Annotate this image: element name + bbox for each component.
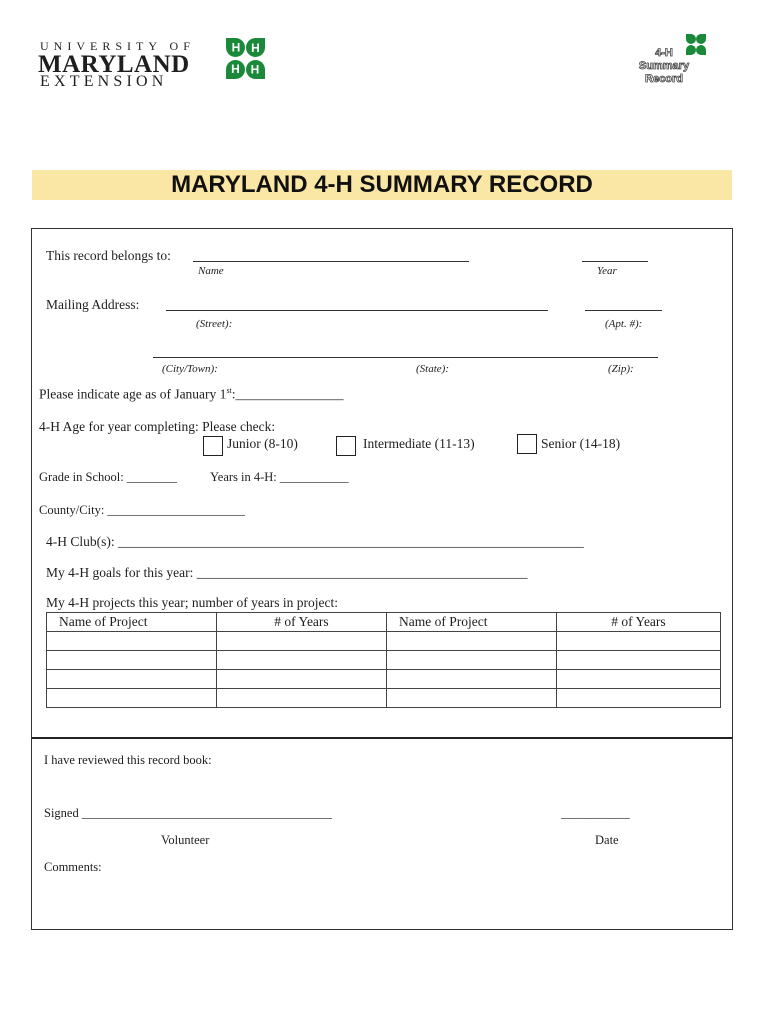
header-years-1: # of Years — [217, 613, 387, 632]
logo-maryland: MARYLAND — [38, 51, 190, 78]
table-row — [47, 689, 721, 708]
table-header-row — [47, 613, 721, 632]
header-years-2: # of Years — [557, 613, 721, 632]
projects-table — [46, 612, 721, 708]
table-cell[interactable] — [217, 632, 387, 651]
badge-line-1: 4-H — [655, 47, 673, 59]
name-field[interactable] — [193, 261, 469, 262]
table-cell[interactable] — [47, 632, 217, 651]
table-row — [47, 632, 721, 651]
table-cell[interactable] — [217, 689, 387, 708]
age-sup: st — [226, 386, 232, 395]
four-h-clover-icon — [220, 38, 276, 92]
mailing-label: Mailing Address: — [46, 297, 140, 312]
clover-letter: H — [231, 40, 241, 55]
junior-checkbox[interactable] — [203, 436, 223, 456]
table-row — [47, 651, 721, 670]
page-title: MARYLAND 4-H SUMMARY RECORD — [171, 171, 593, 198]
table-cell[interactable] — [557, 651, 721, 670]
year-field[interactable] — [582, 261, 648, 262]
table-cell[interactable] — [217, 651, 387, 670]
clover-letter: H — [251, 41, 260, 55]
state-caption: (State): — [416, 363, 449, 375]
table-cell[interactable] — [387, 689, 557, 708]
clover-letter: H — [231, 62, 240, 76]
table-cell[interactable] — [47, 651, 217, 670]
grade-field[interactable]: Grade in School: ________ — [39, 470, 177, 484]
street-caption: (Street): — [196, 318, 233, 330]
clover-letter: H — [250, 62, 260, 77]
table-cell[interactable] — [217, 670, 387, 689]
logo-university-of: UNIVERSITY OF — [40, 39, 195, 53]
table-cell[interactable] — [557, 670, 721, 689]
intermediate-checkbox[interactable] — [336, 436, 356, 456]
table-cell[interactable] — [387, 651, 557, 670]
belongs-label: This record belongs to: — [46, 248, 171, 263]
club-field[interactable]: 4-H Club(s): _____________________________________________________________________ — [46, 534, 584, 549]
county-field[interactable]: County/City: ______________________ — [39, 503, 245, 517]
city-state-zip-field[interactable] — [153, 357, 658, 358]
apt-field[interactable] — [585, 310, 662, 311]
age-line — [39, 386, 344, 403]
reviewed-label: I have reviewed this record book: — [44, 753, 212, 767]
age-field[interactable]: :________________ — [231, 386, 344, 402]
zip-caption: (Zip): — [608, 363, 634, 375]
logo-extension: EXTENSION — [40, 73, 168, 90]
intermediate-label: Intermediate (11-13) — [363, 436, 475, 451]
small-clover-icon — [684, 34, 708, 58]
years-in-4h-field[interactable]: Years in 4-H: ___________ — [210, 470, 349, 484]
signed-field[interactable]: Signed ________________________________________ — [44, 806, 332, 820]
table-cell[interactable] — [557, 689, 721, 708]
table-row — [47, 670, 721, 689]
badge-line-2: Summary — [638, 60, 690, 72]
badge-line-3: Record — [645, 73, 683, 85]
senior-label: Senior (14-18) — [541, 436, 621, 451]
apt-caption: (Apt. #): — [605, 318, 643, 330]
date-field[interactable]: ___________ — [561, 806, 630, 820]
comments-label: Comments: — [44, 860, 102, 874]
volunteer-caption: Volunteer — [161, 833, 210, 847]
summary-record-badge — [624, 34, 704, 85]
table-cell[interactable] — [387, 632, 557, 651]
year-caption: Year — [597, 265, 617, 277]
table-cell[interactable] — [557, 632, 721, 651]
goals-field[interactable]: My 4-H goals for this year: _________________________________________________ — [46, 565, 528, 580]
street-field[interactable] — [166, 310, 548, 311]
senior-checkbox[interactable] — [517, 434, 537, 454]
header-project-name-2: Name of Project — [387, 613, 557, 632]
table-cell[interactable] — [47, 689, 217, 708]
junior-label: Junior (8-10) — [227, 436, 298, 451]
name-caption: Name — [198, 265, 224, 277]
age-label: Please indicate age as of January 1 — [39, 386, 227, 402]
table-cell[interactable] — [387, 670, 557, 689]
date-caption: Date — [595, 833, 619, 847]
projects-label: My 4-H projects this year; number of years in project: — [46, 595, 339, 610]
age-check-label: 4-H Age for year completing: Please check: — [39, 419, 276, 434]
header-project-name-1: Name of Project — [47, 613, 217, 632]
table-cell[interactable] — [47, 670, 217, 689]
city-caption: (City/Town): — [162, 363, 218, 375]
